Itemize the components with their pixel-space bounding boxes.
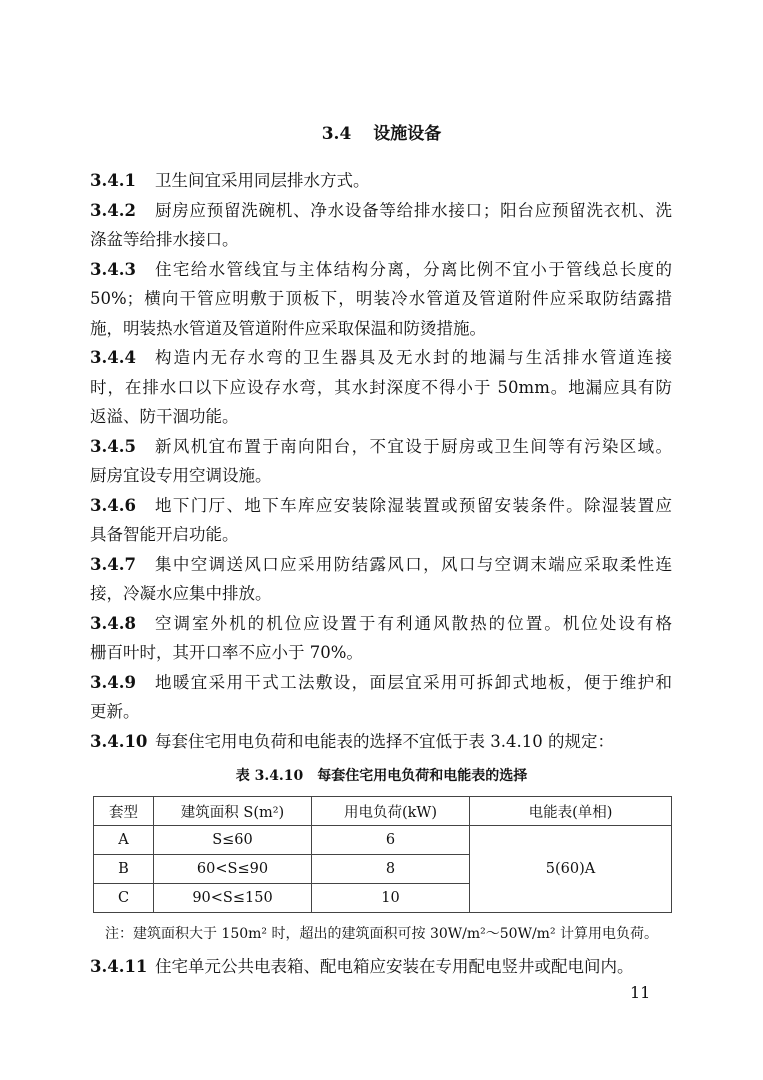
cell-area: 60<S≤90 (154, 855, 312, 884)
clause-line: 具备智能开启功能。 (90, 525, 239, 544)
cell-type: C (94, 884, 154, 913)
clause-number: 3.4.1 (90, 171, 136, 190)
clause-line (90, 613, 672, 635)
clause-line (90, 170, 672, 192)
clause-number: 3.4.2 (90, 200, 136, 220)
clause-text: 每套住宅用电负荷和电能表的选择不宜低于表 3.4.10 的规定： (155, 731, 614, 751)
table-header-row (94, 797, 672, 826)
clause-line (90, 436, 672, 458)
clause-line (90, 495, 672, 517)
clause-text: 卫生间宜采用同层排水方式。 (155, 171, 370, 190)
section-heading: 设施设备 (373, 124, 442, 144)
clause-text: 地下门厅、地下车库应安装除湿装置或预留安装条件。除湿装置应 (155, 495, 672, 515)
cell-load: 6 (312, 826, 470, 855)
clause-text: 厨房应预留洗碗机、净水设备等给排水接口；阳台应预留洗衣机、洗 (155, 200, 672, 220)
page-number: 11 (630, 983, 651, 1002)
clause-line (90, 347, 672, 369)
header-cell: 建筑面积 S(m²) (154, 797, 312, 826)
clause-line (90, 731, 672, 753)
cell-load: 10 (312, 884, 470, 913)
clause-line: 返溢、防干涸功能。 (90, 407, 239, 426)
clause-line (90, 554, 672, 576)
clause-line: 栅百叶时，其开口率不应小于 70%。 (90, 643, 363, 662)
clause-text: 空调室外机的机位应设置于有利通风散热的位置。机位处设有格 (155, 613, 672, 633)
header-cell: 用电负荷(kW) (312, 797, 470, 826)
clause-number: 3.4.7 (90, 554, 136, 574)
clause-line: 更新。 (90, 702, 140, 721)
section-number: 3.4 (321, 124, 352, 144)
clause-number: 3.4.6 (90, 495, 136, 515)
cell-load: 8 (312, 855, 470, 884)
clause-line (90, 259, 672, 281)
clause-number: 3.4.4 (90, 348, 136, 367)
clause-number: 3.4.3 (90, 259, 136, 279)
clause-text: 构造内无存水弯的卫生器具及无水封的地漏与生活排水管道连接 (155, 348, 672, 367)
clause-number: 3.4.8 (90, 613, 136, 633)
clause-number: 3.4.9 (90, 672, 136, 692)
clause-text: 地暖宜采用干式工法敷设，面层宜采用可拆卸式地板，便于维护和 (155, 672, 672, 692)
header-cell: 电能表(单相) (470, 797, 672, 826)
cell-meter: 5(60)A (470, 826, 672, 913)
section-title (0, 119, 763, 144)
clause-text: 集中空调送风口应采用防结露风口，风口与空调末端应采取柔性连 (155, 554, 672, 574)
clause-line: 时，在排水口以下应设存水弯，其水封深度不得小于 50mm。地漏应具有防 (90, 377, 672, 397)
clause-line: 厨房宜设专用空调设施。 (90, 466, 272, 485)
clause-text: 住宅单元公共电表箱、配电箱应安装在专用配电竖井或配电间内。 (155, 957, 634, 976)
table-note: 注：建筑面积大于 150m² 时，超出的建筑面积可按 30W/m²～50W/m² 计算用电负荷。 (104, 926, 659, 942)
clause-number: 3.4.10 (90, 731, 148, 751)
clause-3-4-11 (90, 956, 672, 978)
table-caption: 表 3.4.10 每套住宅用电负荷和电能表的选择 (235, 768, 528, 784)
clause-line (90, 672, 672, 694)
clause-text: 住宅给水管线宜与主体结构分离，分离比例不宜小于管线总长度的 (155, 259, 672, 279)
clause-line: 涤盆等给排水接口。 (90, 230, 239, 249)
load-table (93, 796, 672, 913)
clause-line: 50%；横向干管应明敷于顶板下，明装冷水管道及管道附件应采取防结露措 (90, 289, 672, 308)
cell-area: S≤60 (154, 826, 312, 855)
table-row (94, 826, 672, 855)
clause-number: 3.4.11 (90, 957, 148, 976)
clause-line: 接，冷凝水应集中排放。 (90, 584, 272, 603)
cell-type: A (94, 826, 154, 855)
cell-type: B (94, 855, 154, 884)
clause-text: 新风机宜布置于南向阳台，不宜设于厨房或卫生间等有污染区域。 (155, 436, 672, 456)
clause-line: 施，明装热水管道及管道附件应采取保温和防烫措施。 (90, 318, 486, 338)
header-cell: 套型 (94, 797, 154, 826)
clause-line (90, 200, 672, 222)
clause-number: 3.4.5 (90, 436, 136, 456)
cell-area: 90<S≤150 (154, 884, 312, 913)
